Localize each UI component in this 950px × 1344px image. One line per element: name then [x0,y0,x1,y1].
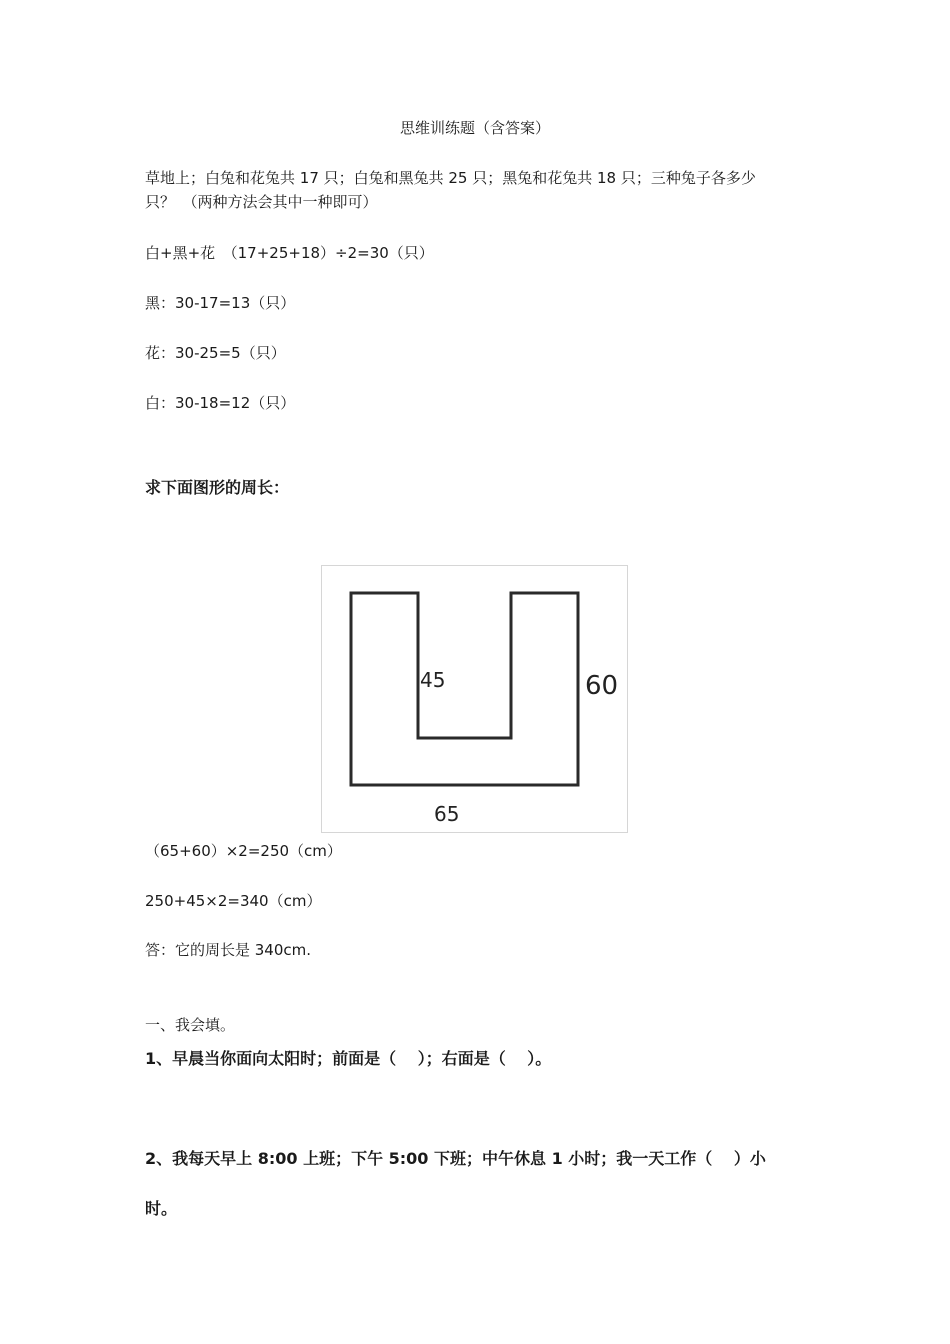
u-shape-outline [351,593,578,785]
label-60: 60 [585,671,619,701]
problem1-solution-line: 黑：30-17=13（只） [145,294,296,312]
problem2-heading: 求下面图形的周长： [145,478,290,497]
problem2-answer: 答：它的周长是 340cm. [145,941,312,959]
page-title: 思维训练题（含答案） [399,119,550,137]
label-65: 65 [434,802,460,826]
problem1-text-line2: 只？ （两种方法会其中一种即可） [145,193,378,211]
question-2-line1: 2、我每天早上 8:00 上班；下午 5:00 下班；中午休息 1 小时；我一天工作（ ）小 [145,1149,766,1168]
problem1-solution-line: 白+黑+花 （17+25+18）÷2=30（只） [145,244,434,262]
problem1-text-line1: 草地上；白兔和花兔共 17 只；白兔和黑兔共 25 只；黑兔和花兔共 18 只；三种兔子各多少 [145,169,756,187]
problem2-solution-line: （65+60）×2=250（cm） [145,842,342,860]
problem1-solution-line: 白：30-18=12（只） [145,394,296,412]
problem2-solution-line: 250+45×2=340（cm） [145,892,322,910]
u-shape-figure [321,565,628,833]
u-shape-diagram [322,566,629,834]
question-1: 1、早晨当你面向太阳时；前面是（ ）；右面是（ ）。 [145,1049,552,1068]
label-45: 45 [420,668,446,692]
section-heading: 一、我会填。 [145,1016,236,1034]
problem1-solution-line: 花：30-25=5（只） [145,344,286,362]
question-2-line2: 时。 [145,1199,178,1218]
